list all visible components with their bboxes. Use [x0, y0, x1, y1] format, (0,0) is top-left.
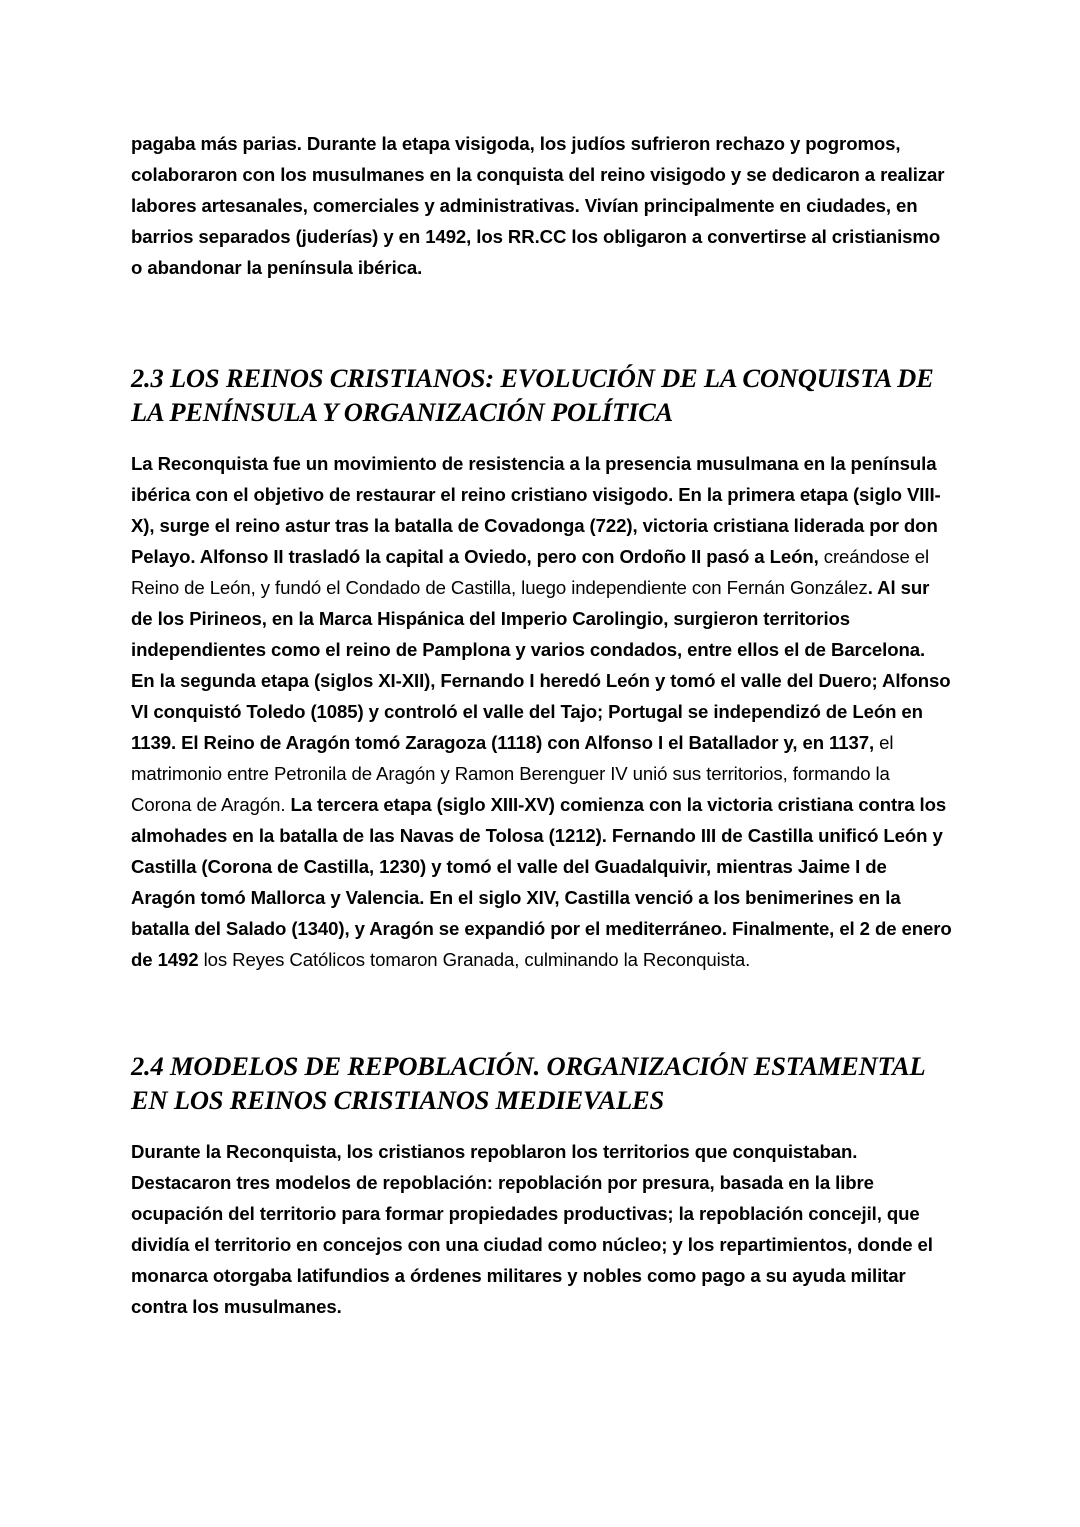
section-2-4-text: Durante la Reconquista, los cristianos repoblaron los territorios que conquistaban. Destacaron tres modelos de repoblación: repoblación por presura, basada en la libre ocupación del territorio para formar propiedades productivas; la repoblación concejil, que dividía el territorio en concejos con una ciudad como núcleo; y los repartimientos, donde el monarca otorgaba latifundios a órdenes militares y nobles como pago a su ayuda militar contra los musulmanes.	[131, 1141, 933, 1317]
section-2-4-heading: 2.4 MODELOS DE REPOBLACIÓN. ORGANIZACIÓN ESTAMENTAL EN LOS REINOS CRISTIANOS MEDIEVALES	[131, 1051, 925, 1115]
intro-paragraph	[131, 128, 953, 283]
document-page	[131, 128, 953, 1322]
section-2-3-paragraph	[131, 448, 953, 975]
section-2-3-bold-2: . Al sur de los Pirineos, en la Marca Hispánica del Imperio Carolingio, surgieron territorios independientes como el reino de Pamplona y varios condados, entre ellos el de Barcelona. En la segunda etapa (siglos XI-XII), Fernando I heredó León y tomó el valle del Duero; Alfonso VI conquistó Toledo (1085) y controló el valle del Tajo; Portugal se independizó de León en 1139. El Reino de Aragón tomó Zaragoza (1118) con Alfonso I el Batallador y, en 1137,	[131, 577, 951, 753]
section-2-4-paragraph	[131, 1136, 953, 1322]
section-2-3-heading: 2.3 LOS REINOS CRISTIANOS: EVOLUCIÓN DE LA CONQUISTA DE LA PENÍNSULA Y ORGANIZACIÓN POLÍTICA	[131, 363, 934, 427]
intro-text: pagaba más parias. Durante la etapa visigoda, los judíos sufrieron rechazo y pogromos, colaboraron con los musulmanes en la conquista del reino visigodo y se dedicaron a realizar labores artesanales, comerciales y administrativas. Vivían principalmente en ciudades, en barrios separados (juderías) y en 1492, los RR.CC los obligaron a convertirse al cristianismo o abandonar la península ibérica.	[131, 133, 945, 278]
section-2-3-normal-2: el matrimonio entre Petronila de Aragón y Ramon Berenguer IV unió sus territorios, formando la Corona de Aragón.	[131, 732, 894, 815]
section-2-3-bold-1: La Reconquista fue un movimiento de resistencia a la presencia musulmana en la península ibérica con el objetivo de restaurar el reino cristiano visigodo. En la primera etapa (siglo VIII-X), surge el reino astur tras la batalla de Covadonga (722), victoria cristiana liderada por don Pelayo. Alfonso II trasladó la capital a Oviedo, pero con Ordoño II pasó a León,	[131, 453, 941, 567]
section-2-3-bold-3: La tercera etapa (siglo XIII-XV) comienza con la victoria cristiana contra los almohades en la batalla de las Navas de Tolosa (1212). Fernando III de Castilla unificó León y Castilla (Corona de Castilla, 1230) y tomó el valle del Guadalquivir, mientras Jaime I de Aragón tomó Mallorca y Valencia. En el siglo XIV, Castilla venció a los benimerines en la batalla del Salado (1340), y Aragón se expandió por el mediterráneo. Finalmente, el 2 de enero de 1492	[131, 794, 952, 970]
section-2-3-normal-3: los Reyes Católicos tomaron Granada, culminando la Reconquista.	[198, 949, 751, 970]
section-2-3-normal-1: creándose el Reino de León, y fundó el Condado de Castilla, luego independiente con Fernán González	[131, 546, 930, 598]
